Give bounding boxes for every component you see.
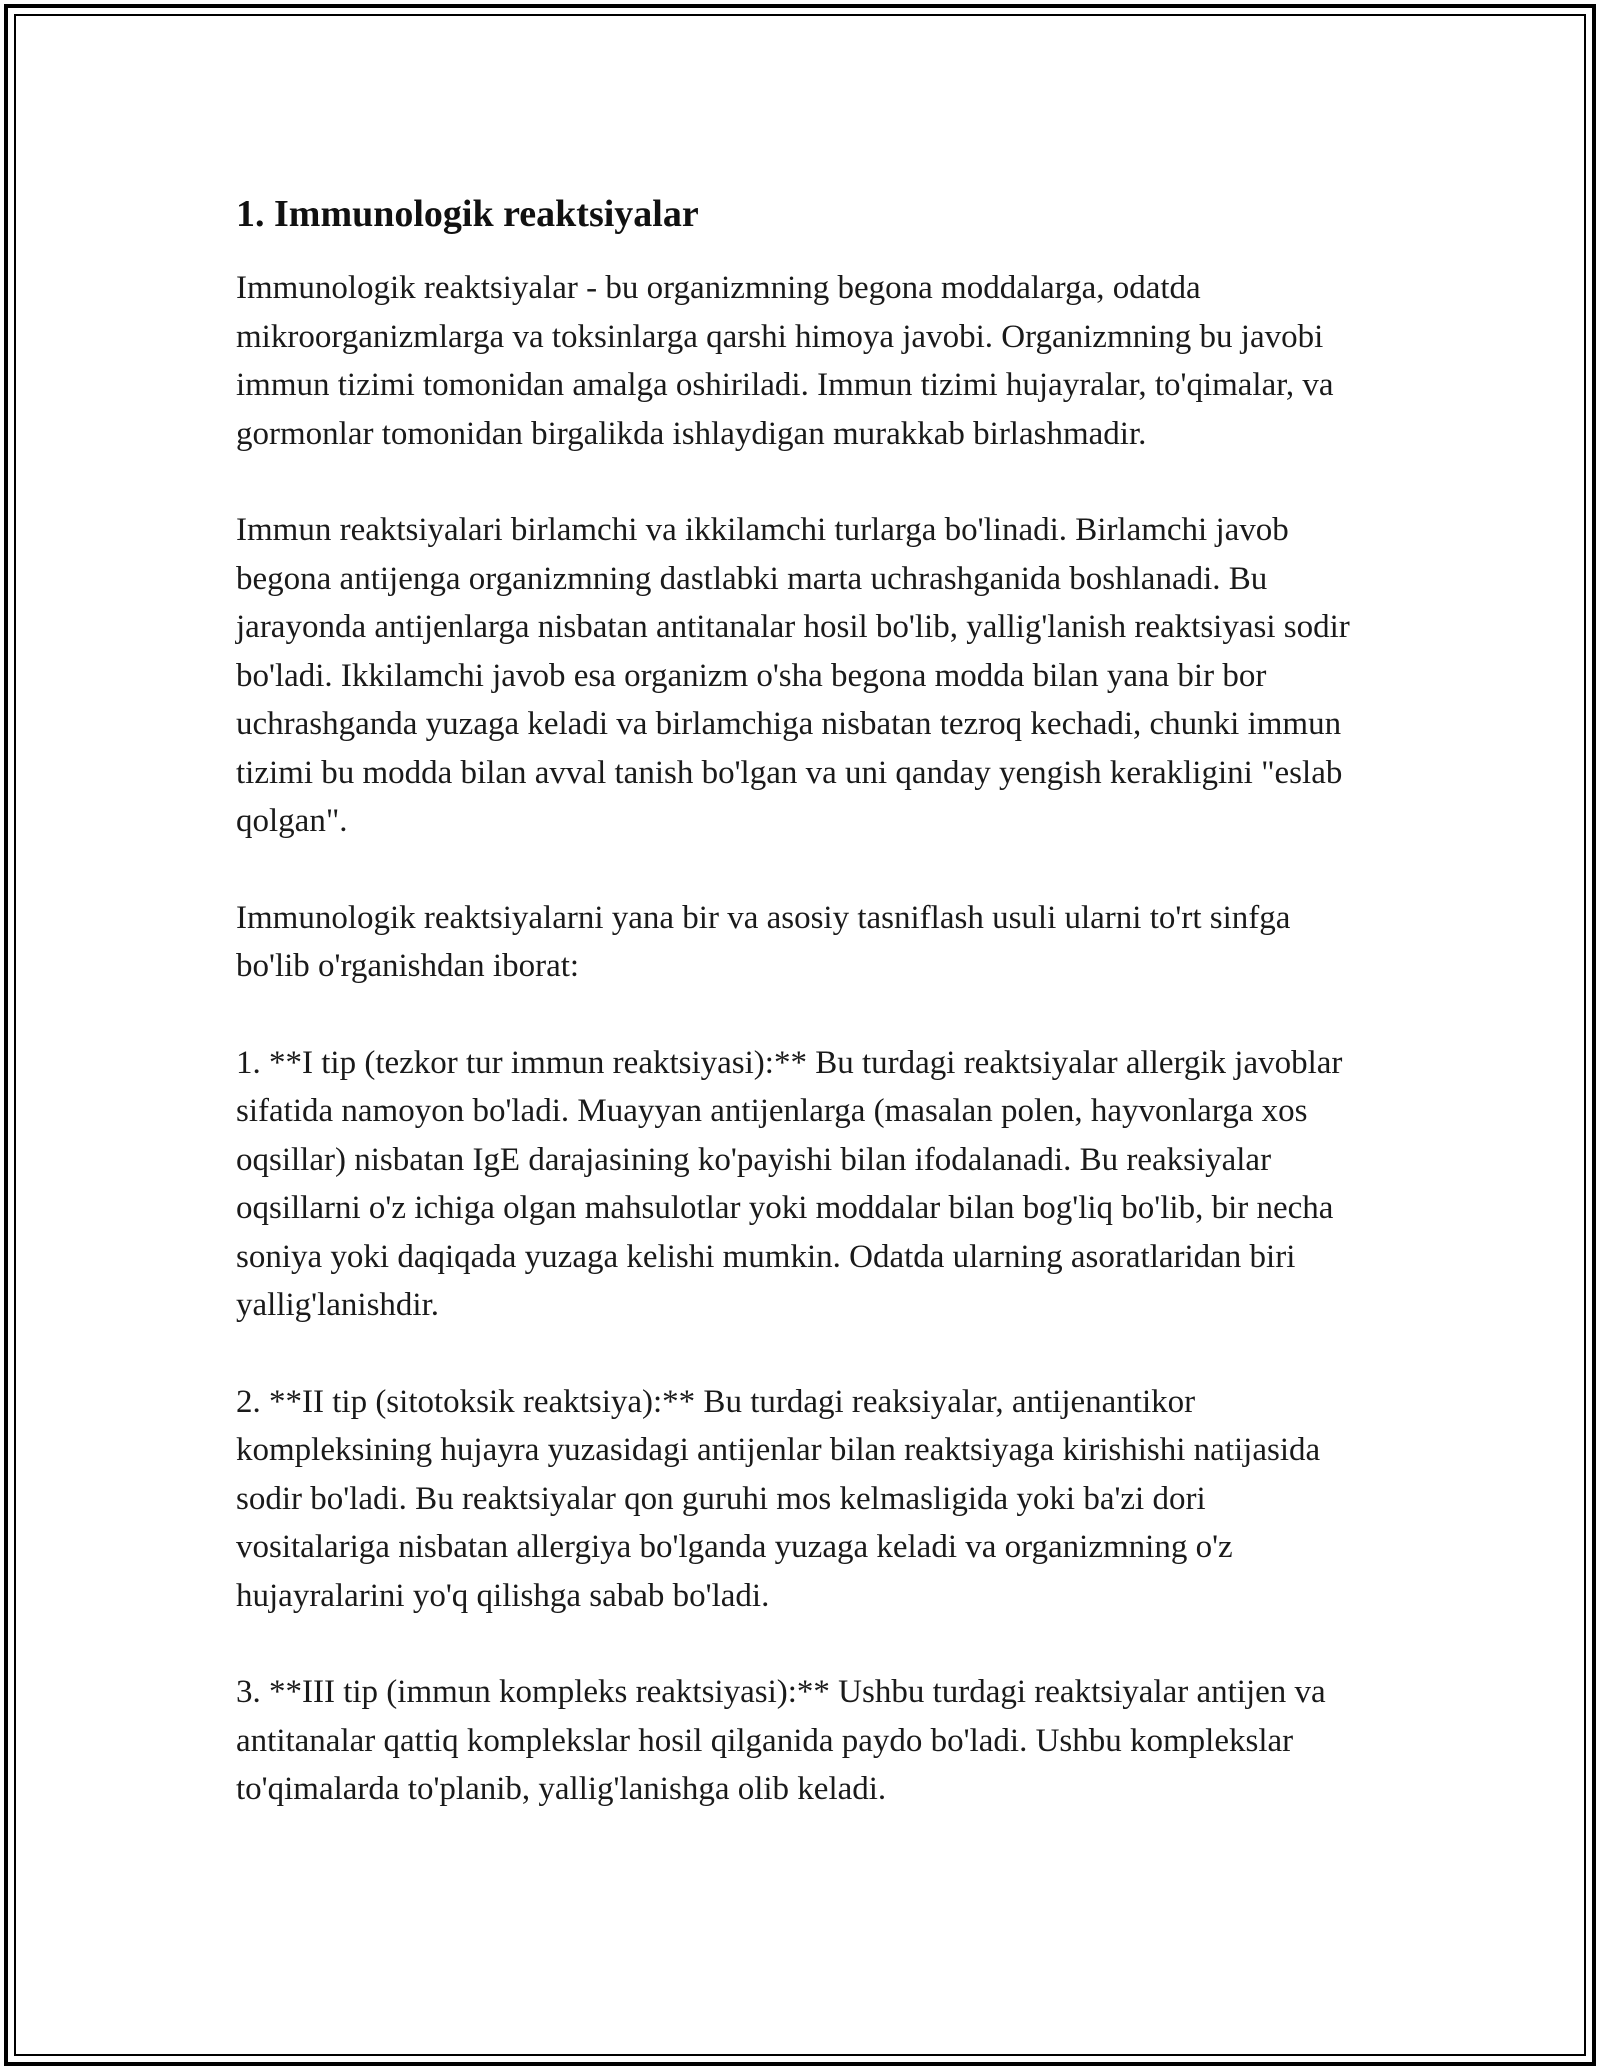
paragraph-primary-secondary: Immun reaktsiyalari birlamchi va ikkilamchi turlarga bo'linadi. Birlamchi javob begona antijenga organizmning dastlabki marta uchrashganida boshlanadi. Bu jarayonda antijenlarga nisbatan antitanalar hosil bo'lib, yallig'lanish reaktsiyasi sodir bo'ladi. Ikkilamchi javob esa organizm o'sha begona modda bilan yana bir bor uchrashganda yuzaga keladi va birlamchiga nisbatan tezroq kechadi, chunki immun tizimi bu modda bilan avval tanish bo'lgan va uni qanday yengish kerakligini "eslab qolgan". bbox=[236, 512, 1350, 839]
paragraph-intro: Immunologik reaktsiyalar - bu organizmning begona moddalarga, odatda mikroorganizmlarga va toksinlarga qarshi himoya javobi. Organizmning bu javobi immun tizimi tomonidan amalga oshiriladi. Immun tizimi hujayralar, to'qimalar, va gormonlar tomonidan birgalikda ishlaydigan murakkab birlashmadir. bbox=[236, 270, 1334, 452]
list-item-type-1: 1. **I tip (tezkor tur immun reaktsiyasi):** Bu turdagi reaktsiyalar allergik javoblar sifatida namoyon bo'ladi. Muayyan antijenlarga (masalan polen, hayvonlarga xos oqsillar) nisbatan IgE darajasining ko'payishi bilan ifodalanadi. Bu reaksiyalar oqsillarni o'z ichiga olgan mahsulotlar yoki moddalar bilan bog'liq bo'lib, bir necha soniya yoki daqiqada yuzaga kelishi mumkin. Odatda ularning asoratlaridan biri yallig'lanishdir. bbox=[236, 1044, 1343, 1323]
paragraph-classification: Immunologik reaktsiyalarni yana bir va asosiy tasniflash usuli ularni to'rt sinfga bo'lib o'rganishdan iborat: bbox=[236, 899, 1291, 984]
list-item-type-2: 2. **II tip (sitotoksik reaktsiya):** Bu turdagi reaksiyalar, antijenantikor kompleksining hujayra yuzasidagi antijenlar bilan reaktsiyaga kirishishi natijasida sodir bo'ladi. Bu reaktsiyalar qon guruhi mos kelmasligida yoki ba'zi dori vositalariga nisbatan allergiya bo'lganda yuzaga keladi va organizmning o'z hujayralarini yo'q qilishga sabab bo'ladi. bbox=[236, 1383, 1321, 1614]
document-body bbox=[236, 186, 1366, 1862]
list-item-type-3: 3. **III tip (immun kompleks reaktsiyasi):** Ushbu turdagi reaktsiyalar antijen va antitanalar qattiq komplekslar hosil qilganida paydo bo'ladi. Ushbu komplekslar to'qimalarda to'planib, yallig'lanishga olib keladi. bbox=[236, 1674, 1326, 1807]
section-heading: 1. Immunologik reaktsiyalar bbox=[236, 193, 699, 235]
